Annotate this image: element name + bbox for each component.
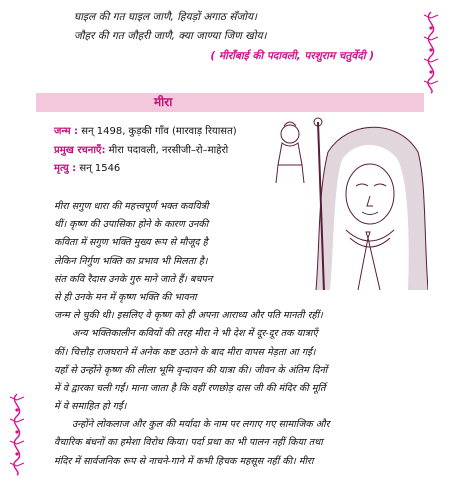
text-line: जन्म ले चुकी थी। इसलिए वे कृष्ण को ही अपना आराध्य और पति मानती रहीं। xyxy=(54,310,323,322)
text-line: में वे द्वारका चली गईं। माना जाता है कि वहीं रणछोड़ दास जी की मंदिर की मूर्ति xyxy=(54,382,326,394)
death-label: मृत्यु : xyxy=(54,163,77,174)
floral-border-icon xyxy=(418,10,444,94)
floral-border-icon xyxy=(4,392,30,476)
works-label: प्रमुख रचनाएँ: xyxy=(54,144,106,156)
couplet-line-2: जौहर की गत जौहरी जाणै, क्या जाण्या जिण खोय। xyxy=(74,30,267,42)
text-line: अन्य भक्तिकालीन कवियों की तरह मीरा ने भी देश में दूर-दूर तक यात्राएँ xyxy=(72,328,318,340)
works-row xyxy=(54,142,237,161)
text-line: से ही उनके मन में कृष्ण भक्ति की भावना xyxy=(54,291,197,303)
text-line: वैचारिक बंधनों का हमेशा विरोध किया। पर्दा प्रथा का भी पालन नहीं किया तथा xyxy=(54,437,323,449)
biography-text xyxy=(54,198,438,471)
couplet-source: ( मीराँबाई की पदावली, परशुराम चतुर्वेदी ) xyxy=(210,50,374,62)
text-line: में वे समाहित हो गईं। xyxy=(54,401,127,413)
text-line: मीरा सगुण धारा की महत्त्वपूर्ण भक्त कवयित्री xyxy=(54,201,209,212)
birth-label: जन्म : xyxy=(54,126,79,137)
birth-value: सन् 1498, कुड़की गाँव (मारवाड़ रियासत) xyxy=(81,126,237,137)
couplet-line-1: घाइल की गत घाइल जाणै, हियड़ों अगाठ सँजोय। xyxy=(74,11,258,23)
text-line: यहाँ से उन्होंने कृष्ण की लीला भूमि वृन्दावन की यात्रा की। जीवन के अंतिम दिनों xyxy=(54,364,328,376)
text-line: कविता में सगुण भक्ति मुख्य रूप से मौजूद है xyxy=(54,237,208,249)
section-header-band xyxy=(36,93,424,112)
text-line: संत कवि रैदास उनके गुरु माने जाते हैं। बचपन xyxy=(54,273,213,285)
death-value: सन् 1546 xyxy=(79,163,121,174)
death-row xyxy=(54,160,237,179)
text-line: कीं। चित्तौड़ राजघराने में अनेक कष्ट उठाने के बाद मीरा वापस मेड़ता आ गईं। xyxy=(54,346,316,358)
section-title: मीरा xyxy=(154,95,173,109)
text-line: थीं। कृष्ण की उपासिका होने के कारण उनकी xyxy=(54,219,209,231)
text-line: उन्होंने लोकलाज और कुल की मर्यादा के नाम पर लगाए गए सामाजिक और xyxy=(72,419,330,431)
author-details xyxy=(54,123,237,179)
opening-couplet xyxy=(74,8,374,66)
birth-row xyxy=(54,123,237,142)
text-line: लेकिन निर्गुण भक्ति का प्रभाव भी मिलता है। xyxy=(54,255,208,267)
text-line: मंदिर में सार्वजनिक रूप से नाचने-गाने में कभी हिचक महसूस नहीं की। मीरा xyxy=(54,455,314,467)
works-value: मीरा पदावली, नरसीजी–रो–माहेरो xyxy=(108,144,229,156)
